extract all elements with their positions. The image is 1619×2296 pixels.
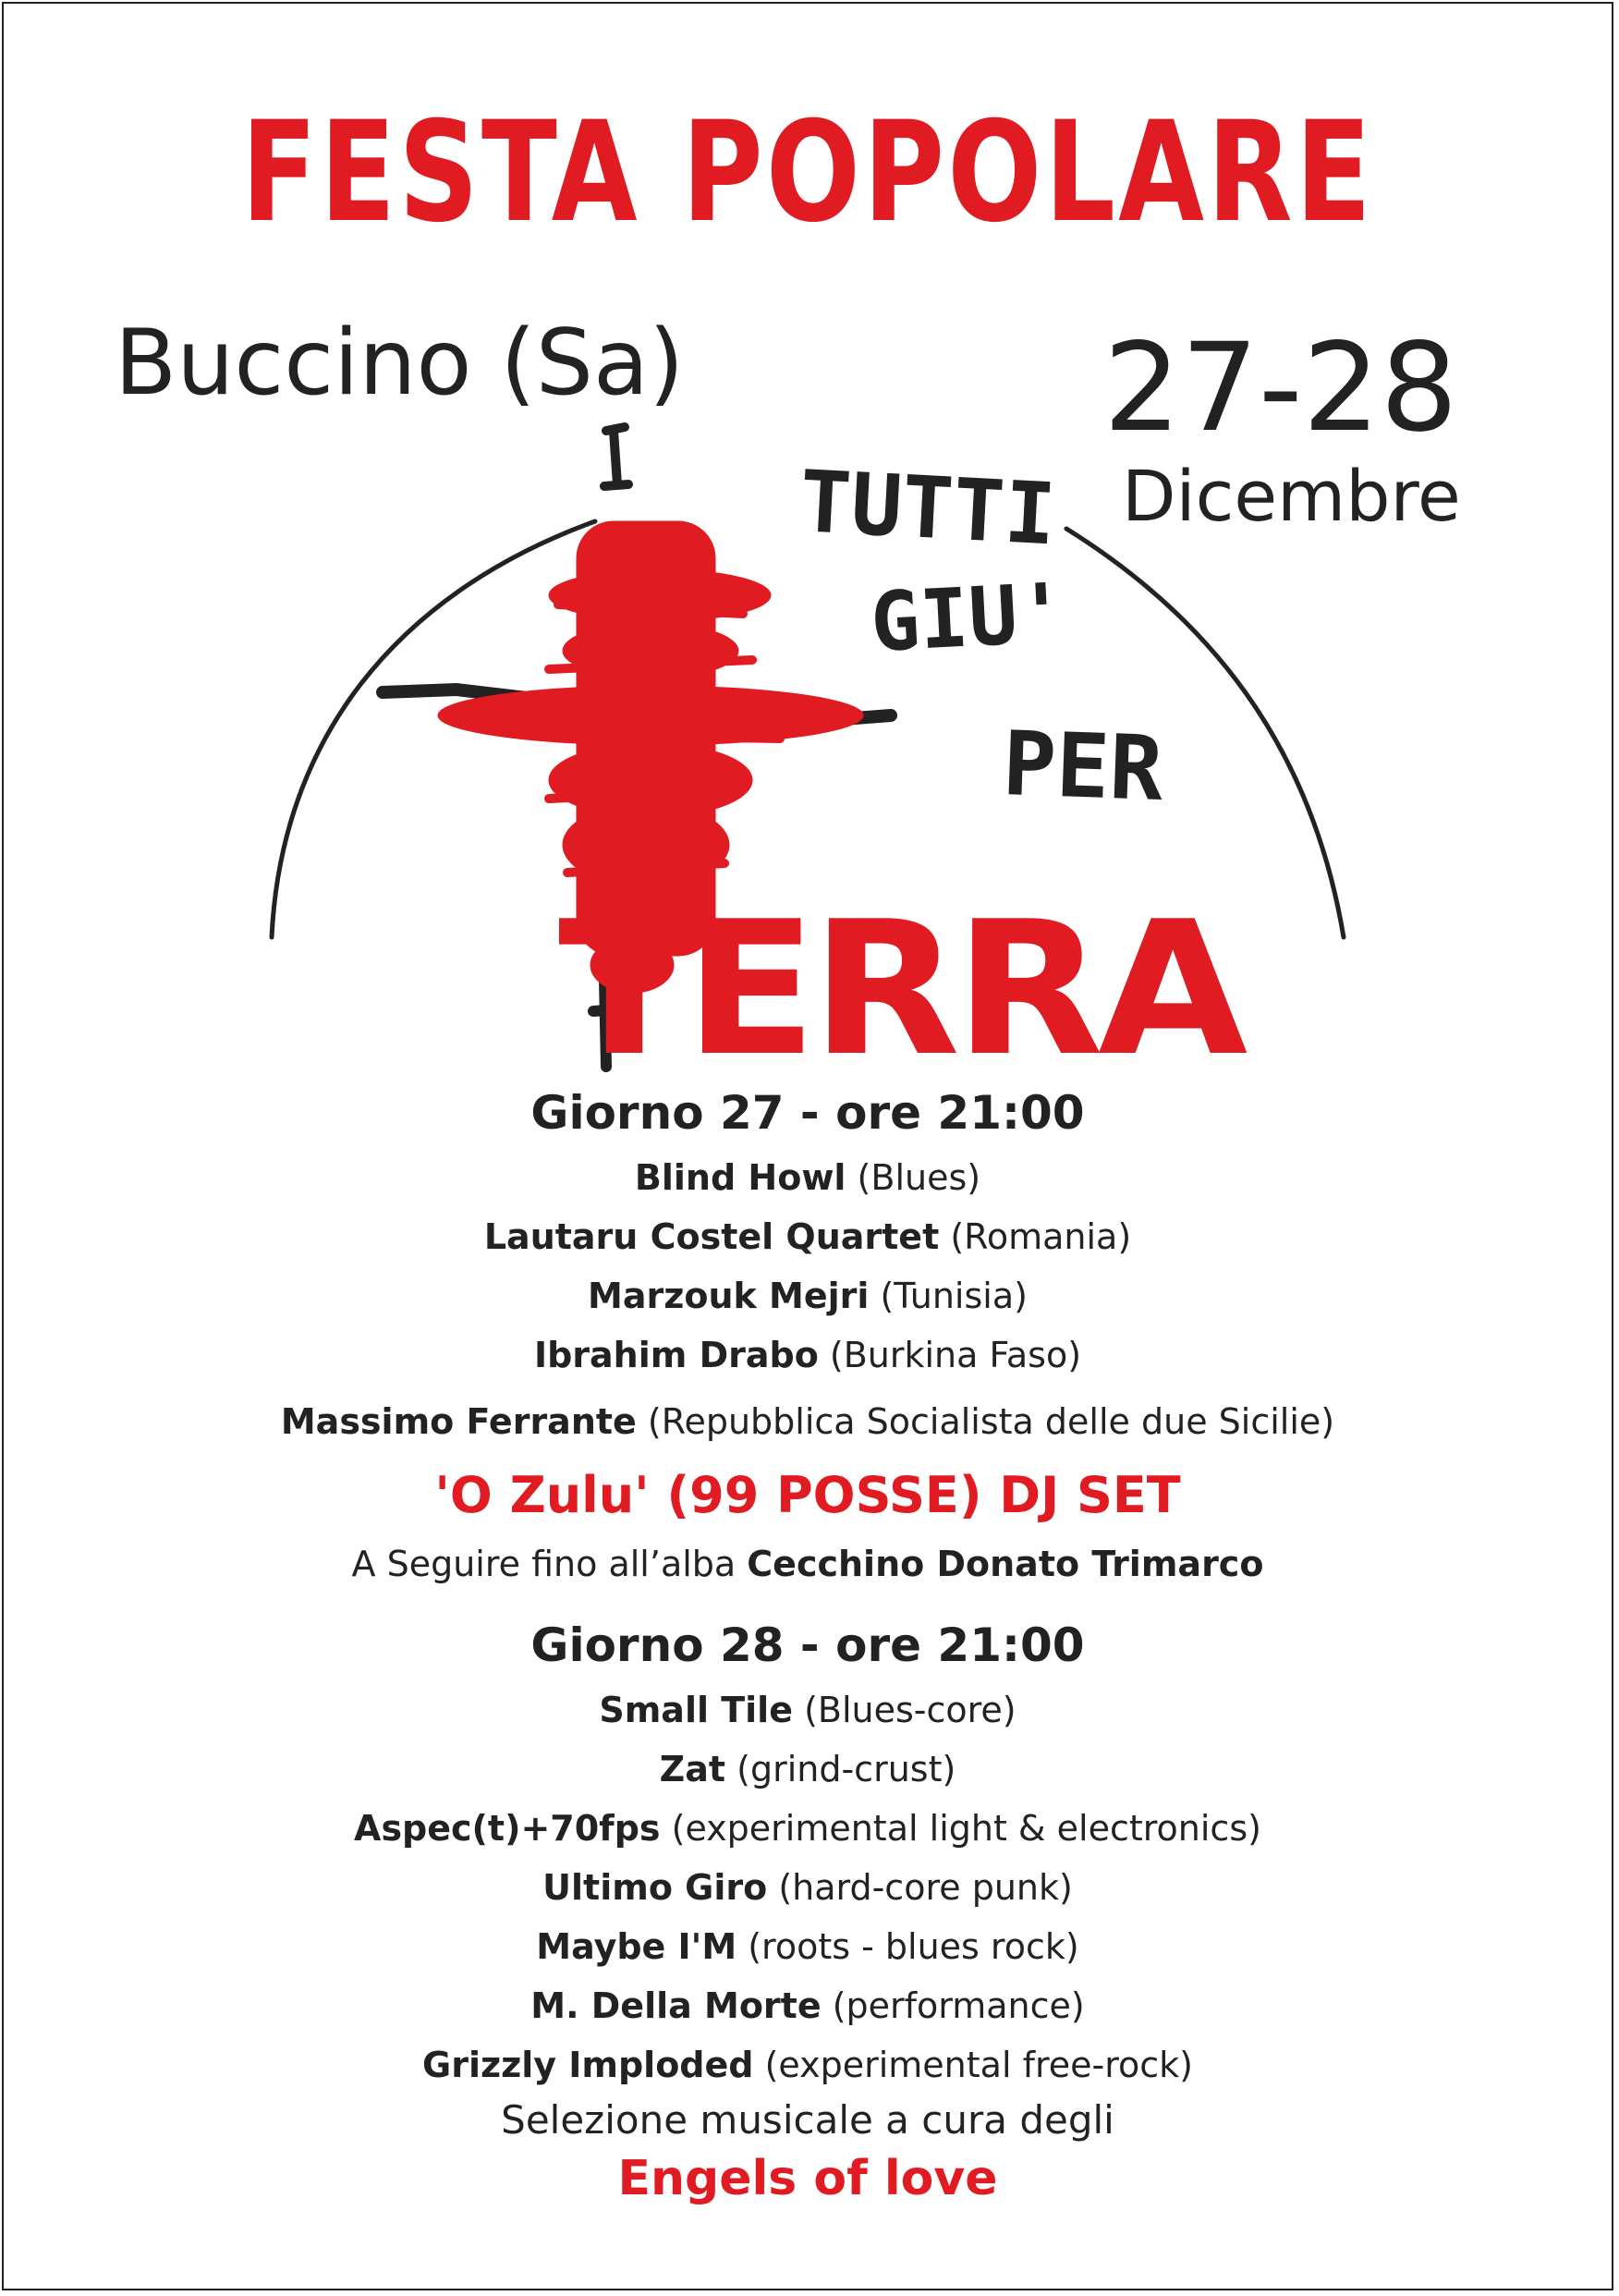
day-28-act: [4, 1680, 1612, 1740]
act-name: Lautaru Costel Quartet: [483, 1216, 940, 1257]
day-28-act: [4, 1799, 1612, 1858]
day-28-act: [4, 1917, 1612, 1976]
day-28-act: [4, 1740, 1612, 1799]
act-name: Marzouk Mejri: [588, 1276, 870, 1316]
act-note: (Blues-core): [804, 1690, 1016, 1730]
act-note: (experimental free-rock): [764, 2045, 1193, 2085]
act-note: (Blues): [857, 1157, 981, 1198]
act-note: (roots - blues rock): [748, 1926, 1079, 1967]
program: [4, 1078, 1612, 2211]
act-note: (Burkina Faso): [829, 1335, 1082, 1375]
day-27-act: [4, 1392, 1612, 1451]
after-party-line: [4, 1534, 1612, 1594]
act-name: Small Tile: [599, 1690, 793, 1730]
act-name: Maybe I'M: [536, 1926, 737, 1967]
day-27-act: [4, 1207, 1612, 1266]
act-note: (performance): [832, 1985, 1085, 2026]
day-28-heading: Giorno 28 - ore 21:00: [530, 1618, 1085, 1672]
selection-line: Selezione musicale a cura degli: [501, 2097, 1114, 2143]
tutti-giu-per-terra-logo: [4, 4, 1613, 1113]
event-dates: 27-28: [1103, 317, 1458, 459]
act-name: Ibrahim Drabo: [533, 1335, 819, 1375]
act-name: Ultimo Giro: [542, 1867, 768, 1908]
act-name: M. Della Morte: [530, 1985, 822, 2026]
logo-line-3: PER: [1001, 712, 1165, 822]
logo-line-1: TUTTI: [797, 452, 1059, 565]
logo-top-mark: [604, 427, 628, 486]
act-note: (experimental light & electronics): [671, 1808, 1261, 1849]
after-party-prefix: A Seguire fino all’alba: [351, 1544, 736, 1584]
act-note: (hard-core punk): [778, 1867, 1073, 1908]
act-name: Massimo Ferrante: [280, 1401, 637, 1442]
event-location: Buccino (Sa): [115, 311, 685, 416]
act-name: Blind Howl: [634, 1157, 846, 1198]
logo-line-2: GIU': [868, 565, 1069, 670]
poster-title: FESTA POPOLARE: [241, 92, 1374, 253]
curators-name: Engels of love: [617, 2151, 998, 2206]
dj-set-highlight: 'O Zulu' (99 POSSE) DJ SET: [434, 1466, 1181, 1524]
act-name: Grizzly Imploded: [422, 2045, 754, 2085]
act-note: (Romania): [950, 1216, 1132, 1257]
event-month: Dicembre: [1122, 455, 1461, 537]
day-27-act: [4, 1148, 1612, 1207]
after-party-name: Cecchino Donato Trimarco: [747, 1544, 1264, 1584]
act-name: Zat: [659, 1749, 726, 1789]
day-28-act: [4, 1858, 1612, 1917]
act-name: Aspec(t)+70fps: [354, 1808, 661, 1849]
act-note: (Repubblica Socialista delle due Sicilie): [647, 1401, 1335, 1442]
poster: [2, 2, 1613, 2290]
act-note: (Tunisia): [880, 1276, 1028, 1316]
day-28-act: [4, 1976, 1612, 2035]
act-note: (grind-crust): [736, 1749, 956, 1789]
day-28-act: [4, 2035, 1612, 2094]
day-27-act: [4, 1325, 1612, 1385]
day-27-act: [4, 1266, 1612, 1325]
day-27-heading: Giorno 27 - ore 21:00: [530, 1086, 1085, 1140]
logo-word: TERRA: [558, 882, 1248, 1097]
